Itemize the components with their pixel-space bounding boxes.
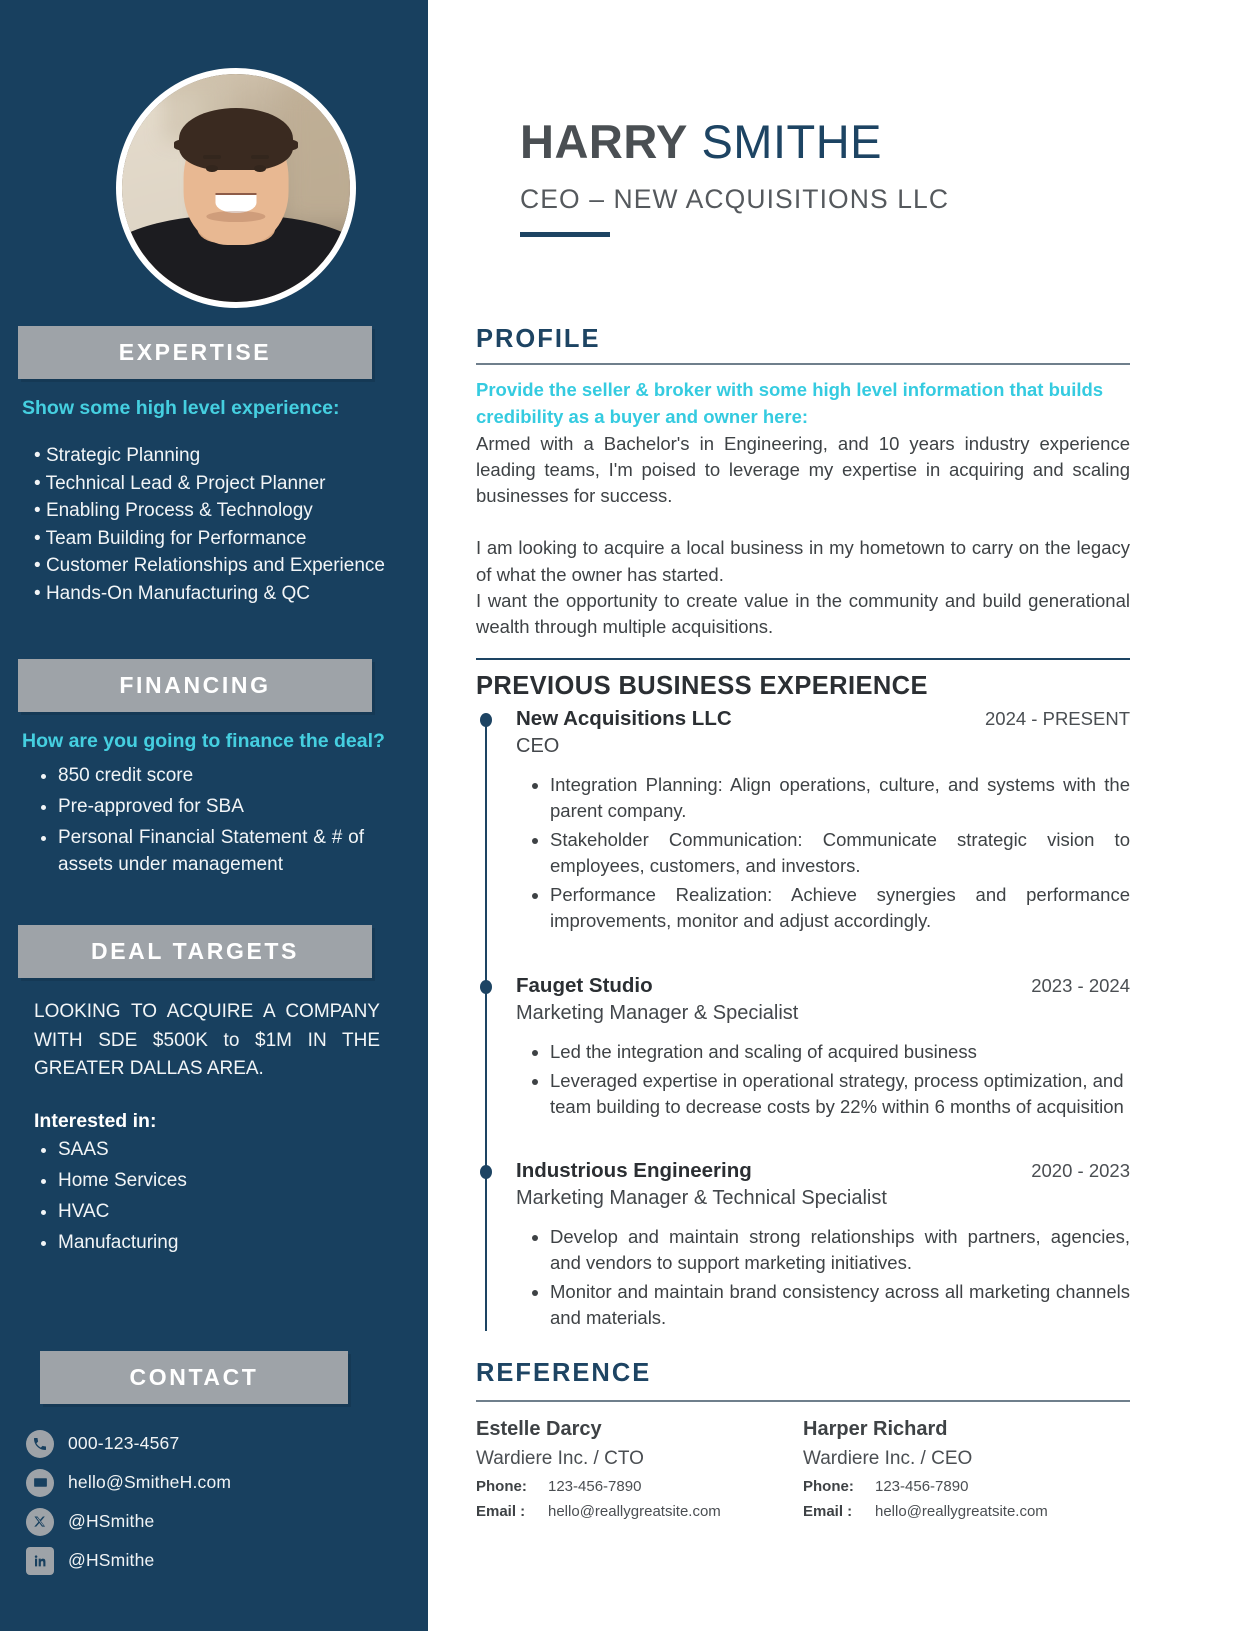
profile-divider	[476, 363, 1130, 365]
expertise-subheading: Show some high level experience:	[22, 397, 340, 419]
list-item: • Home Services	[58, 1168, 410, 1195]
experience-timeline	[476, 707, 1130, 1331]
contact-row-linkedin[interactable]	[26, 1547, 428, 1575]
list-item: • Customer Relationships and Experience	[34, 552, 410, 580]
reference-email-line	[476, 1503, 803, 1520]
title-underline	[520, 232, 610, 237]
expertise-section	[0, 326, 428, 379]
reference-role: Wardiere Inc. / CTO	[476, 1448, 644, 1469]
timeline-dot-icon	[480, 713, 492, 727]
reference-phone-line	[803, 1478, 1130, 1495]
list-item: • HVAC	[58, 1199, 410, 1226]
list-item: • Integration Planning: Align operations, culture, and systems with the parent company.	[550, 772, 1130, 824]
financing-body	[0, 730, 428, 879]
list-item: • Hands-On Manufacturing & QC	[34, 580, 410, 608]
last-name: SMITHE	[701, 115, 882, 168]
job-role: Marketing Manager & Technical Specialist	[516, 1187, 887, 1210]
list-item: • Develop and maintain strong relationships with partners, agencies, and vendors to support marketing initiatives.	[550, 1224, 1130, 1276]
list-item: • Strategic Planning	[34, 442, 410, 470]
page-title	[520, 115, 1130, 168]
deal-targets-list	[58, 1137, 410, 1257]
job-points	[550, 1224, 1130, 1331]
list-item: • Led the integration and scaling of acquired business	[550, 1039, 1130, 1065]
contact-phone-value: 000-123-4567	[68, 1433, 180, 1454]
contact-section	[0, 1351, 428, 1404]
job-company: Fauget Studio	[516, 973, 653, 997]
contact-row-x-twitter[interactable]	[26, 1508, 428, 1536]
experience-top-divider	[476, 658, 1130, 660]
list-item: • Enabling Process & Technology	[34, 497, 410, 525]
contact-row-phone[interactable]	[26, 1430, 428, 1458]
phone-value: 123-456-7890	[548, 1478, 642, 1495]
timeline-dot-icon	[480, 1165, 492, 1179]
x-twitter-icon	[26, 1508, 54, 1536]
contact-linkedin-value: @HSmithe	[68, 1550, 155, 1571]
profile-heading: PROFILE	[476, 324, 601, 353]
reference-section	[476, 1359, 1130, 1520]
timeline-dot-icon	[480, 980, 492, 994]
job-role: CEO	[516, 735, 560, 758]
reference-name: Estelle Darcy	[476, 1418, 602, 1440]
deal-targets-section	[0, 925, 428, 978]
reference-card	[803, 1418, 1130, 1520]
job-dates: 2024 - PRESENT	[985, 708, 1130, 730]
reference-heading: REFERENCE	[476, 1359, 652, 1387]
email-value: hello@reallygreatsite.com	[875, 1503, 1048, 1520]
sidebar	[0, 0, 428, 1631]
contact-email-value: hello@SmitheH.com	[68, 1472, 232, 1493]
job-points	[550, 772, 1130, 933]
contact-row-email[interactable]	[26, 1469, 428, 1497]
reference-role: Wardiere Inc. / CEO	[803, 1448, 973, 1469]
reference-divider	[476, 1400, 1130, 1402]
list-item: • Stakeholder Communication: Communicate strategic vision to employees, customers, and investors.	[550, 827, 1130, 879]
reference-name: Harper Richard	[803, 1418, 948, 1440]
profile-paragraph-3: I want the opportunity to create value in the community and build generational wealth through multiple acquisitions.	[476, 589, 1130, 638]
main-content	[428, 0, 1260, 1631]
phone-value: 123-456-7890	[875, 1478, 969, 1495]
experience-item	[516, 707, 1130, 933]
list-item: • Technical Lead & Project Planner	[34, 470, 410, 498]
reference-email-line	[803, 1503, 1130, 1520]
email-label: Email :	[803, 1503, 853, 1520]
job-points	[550, 1039, 1130, 1120]
financing-section	[0, 659, 428, 712]
name-header	[520, 115, 1130, 237]
job-dates: 2023 - 2024	[1031, 974, 1130, 996]
financing-heading: FINANCING	[18, 659, 372, 712]
job-company: Industrious Engineering	[516, 1159, 752, 1183]
contact-heading: CONTACT	[40, 1351, 348, 1404]
list-item: • Leveraged expertise in operational strategy, process optimization, and team building to decrease costs by 22% within 6 months of acquisition	[550, 1068, 1130, 1120]
expertise-body	[0, 397, 428, 607]
deal-targets-paragraph: LOOKING TO ACQUIRE A COMPANY WITH SDE $500K to $1M IN THE GREATER DALLAS AREA.	[34, 1001, 380, 1080]
experience-section	[476, 658, 1130, 1331]
email-value: hello@reallygreatsite.com	[548, 1503, 721, 1520]
list-item: • 850 credit score	[58, 763, 410, 790]
expertise-heading: EXPERTISE	[18, 326, 372, 379]
avatar	[116, 68, 356, 308]
phone-icon	[26, 1430, 54, 1458]
job-dates: 2020 - 2023	[1031, 1160, 1130, 1182]
reference-card	[476, 1418, 803, 1520]
timeline-line	[485, 717, 487, 1331]
profile-highlight: Provide the seller & broker with some high level information that builds credibility as a buyer and owner here:	[476, 378, 1104, 427]
email-icon	[26, 1469, 54, 1497]
list-item: • Personal Financial Statement & # of assets under management	[58, 825, 410, 879]
profile-paragraph-1: Armed with a Bachelor's in Engineering, and 10 years industry experience leading teams, I'm poised to leverage my expertise in acquiring and scaling businesses for success.	[476, 432, 1130, 507]
email-label: Email :	[476, 1503, 526, 1520]
reference-phone-line	[476, 1478, 803, 1495]
list-item: • Pre-approved for SBA	[58, 794, 410, 821]
list-item: • Performance Realization: Achieve synergies and performance improvements, monitor and adjust accordingly.	[550, 882, 1130, 934]
first-name: HARRY	[520, 115, 688, 168]
financing-list	[58, 763, 410, 879]
phone-label: Phone:	[803, 1478, 854, 1495]
interested-in-label: Interested in:	[34, 1109, 157, 1132]
job-title: CEO – NEW ACQUISITIONS LLC	[520, 183, 950, 214]
deal-targets-body	[0, 998, 428, 1256]
phone-label: Phone:	[476, 1478, 527, 1495]
experience-item	[516, 974, 1130, 1120]
reference-grid	[476, 1418, 1130, 1520]
expertise-list	[34, 442, 410, 607]
job-company: New Acquisitions LLC	[516, 707, 732, 731]
profile-paragraph-2: I am looking to acquire a local business in my hometown to carry on the legacy of what the owner has started.	[476, 537, 1130, 585]
avatar-image	[122, 74, 350, 302]
list-item: • SAAS	[58, 1137, 410, 1164]
experience-heading: PREVIOUS BUSINESS EXPERIENCE	[476, 672, 928, 701]
financing-subheading: How are you going to finance the deal?	[22, 730, 385, 753]
list-item: • Monitor and maintain brand consistency across all marketing channels and materials.	[550, 1279, 1130, 1331]
list-item: • Team Building for Performance	[34, 525, 410, 553]
linkedin-icon	[26, 1547, 54, 1575]
list-item: • Manufacturing	[58, 1230, 410, 1257]
profile-section	[476, 325, 1130, 640]
experience-item	[516, 1159, 1130, 1331]
contact-list	[26, 1430, 428, 1575]
job-role: Marketing Manager & Specialist	[516, 1001, 799, 1024]
deal-targets-heading: DEAL TARGETS	[18, 925, 372, 978]
contact-x-value: @HSmithe	[68, 1511, 155, 1532]
